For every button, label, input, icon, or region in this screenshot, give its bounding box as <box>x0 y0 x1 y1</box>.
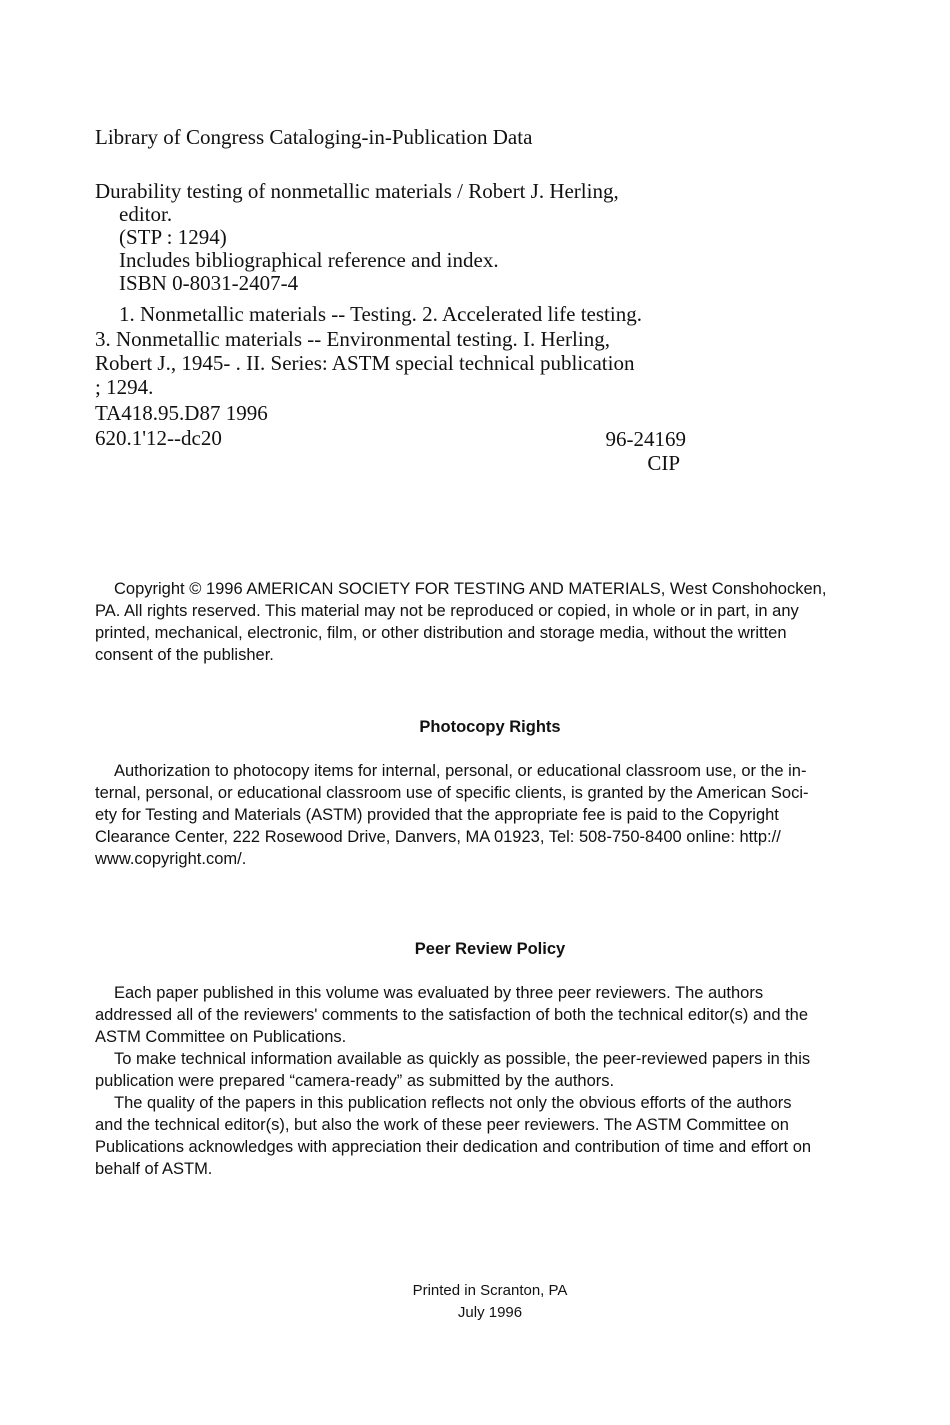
printed-location: Printed in Scranton, PA <box>412 1282 568 1299</box>
peer-review-heading: Peer Review Policy <box>414 940 566 958</box>
peer-review-line: behalf of ASTM. <box>95 1160 213 1178</box>
peer-review-line: addressed all of the reviewers' comments to the satisfaction of both the technical editor(s) and the <box>95 1006 809 1024</box>
photocopy-line: Authorization to photocopy items for internal, personal, or educational classroom use, or the in- <box>114 762 807 780</box>
copyright-line: Copyright © 1996 AMERICAN SOCIETY FOR TESTING AND MATERIALS, West Conshohocken, <box>114 580 827 598</box>
copyright-line: consent of the publisher. <box>95 646 274 664</box>
cip-label: CIP <box>647 451 680 475</box>
cip-line: ; 1294. <box>95 375 154 399</box>
photocopy-line: Clearance Center, 222 Rosewood Drive, Danvers, MA 01923, Tel: 508-750-8400 online: http:// <box>95 828 781 846</box>
lccn-number: 96-24169 <box>605 427 686 451</box>
peer-review-line: To make technical information available as quickly as possible, the peer-reviewed papers in this <box>114 1050 811 1068</box>
peer-review-line: Each paper published in this volume was evaluated by three peer reviewers. The authors <box>114 984 764 1002</box>
photocopy-line: ety for Testing and Materials (ASTM) provided that the appropriate fee is paid to the Copyright <box>95 806 779 824</box>
cip-line: Robert J., 1945- . II. Series: ASTM special technical publication <box>95 351 635 375</box>
cip-line: 1. Nonmetallic materials -- Testing. 2. Accelerated life testing. <box>119 302 642 326</box>
photocopy-heading: Photocopy Rights <box>419 718 561 736</box>
cip-line: ISBN 0-8031-2407-4 <box>119 271 299 295</box>
peer-review-line: and the technical editor(s), but also the work of these peer reviewers. The ASTM Committee on <box>95 1116 789 1134</box>
cip-line: TA418.95.D87 1996 <box>95 401 268 425</box>
photocopy-line: ternal, personal, or educational classroom use of specific clients, is granted by the American Soci- <box>95 784 809 802</box>
copyright-line: printed, mechanical, electronic, film, or other distribution and storage media, without the written <box>95 624 787 642</box>
photocopy-line: www.copyright.com/. <box>95 850 247 868</box>
cip-line: Includes bibliographical reference and index. <box>119 248 499 272</box>
cip-line: 3. Nonmetallic materials -- Environmental testing. I. Herling, <box>95 327 610 351</box>
cip-line: 620.1'12--dc20 <box>95 426 222 450</box>
cip-line: (STP : 1294) <box>119 225 227 249</box>
printed-date: July 1996 <box>457 1304 523 1321</box>
peer-review-line: publication were prepared “camera-ready” as submitted by the authors. <box>95 1072 615 1090</box>
cip-line: Durability testing of nonmetallic materials / Robert J. Herling, <box>95 179 619 203</box>
copyright-line: PA. All rights reserved. This material may not be reproduced or copied, in whole or in part, in any <box>95 602 799 620</box>
peer-review-line: ASTM Committee on Publications. <box>95 1028 347 1046</box>
cip-line: editor. <box>119 202 173 226</box>
peer-review-line: The quality of the papers in this publication reflects not only the obvious efforts of the authors <box>114 1094 792 1112</box>
peer-review-line: Publications acknowledges with appreciation their dedication and contribution of time and effort on <box>95 1138 812 1156</box>
cip-heading: Library of Congress Cataloging-in-Publication Data <box>95 125 533 149</box>
